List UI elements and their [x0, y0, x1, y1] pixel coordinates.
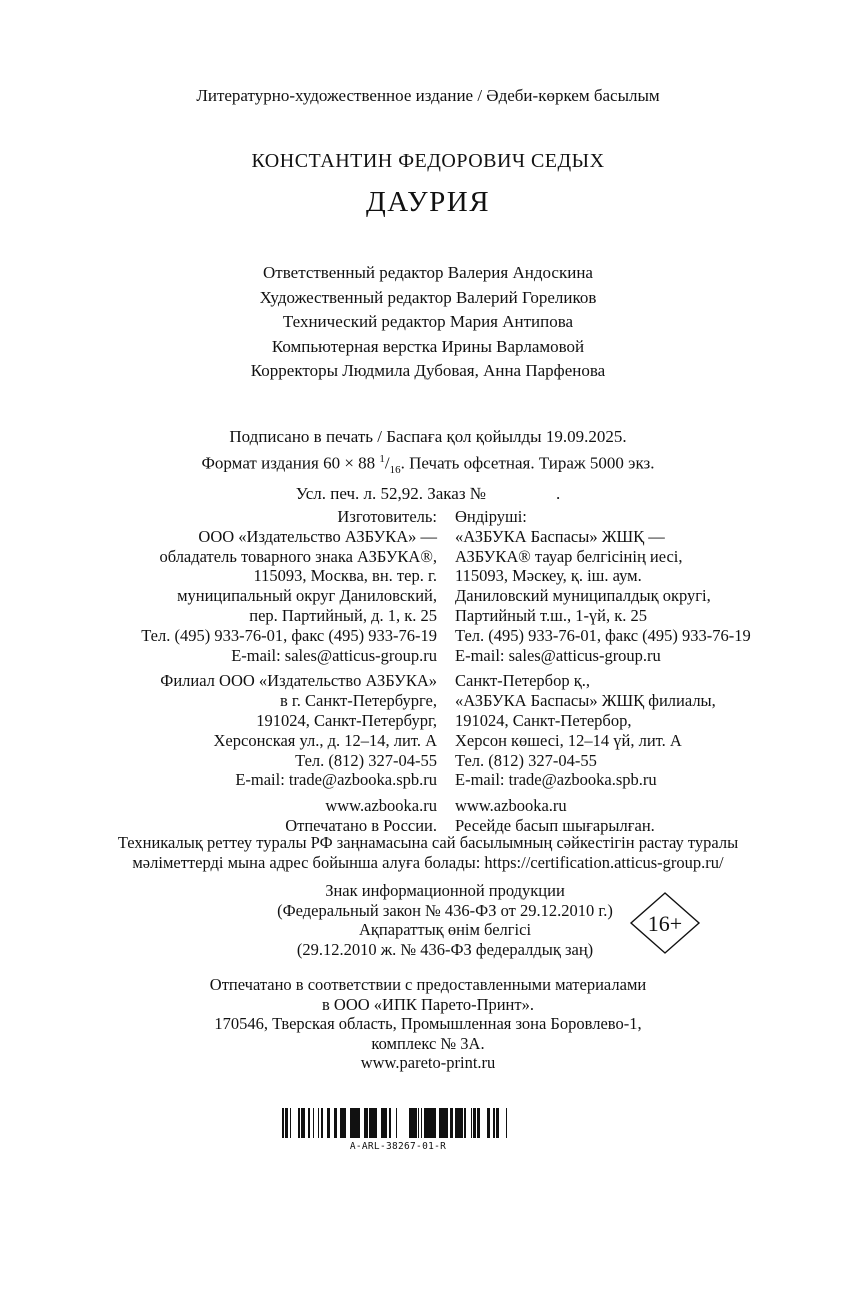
- publisher-column-kz: [455, 507, 751, 836]
- book-title: ДАУРИЯ: [365, 186, 491, 218]
- certification-note: Техникалық реттеу туралы РФ заңнамасына сай басылымның сәйкестігін растау туралы мәліметтерді мына адрес бойынша алуға болады: https://certification.atticus-group.ru/: [117, 833, 739, 872]
- print-info: [0, 425, 856, 505]
- editorial-credits: [0, 261, 856, 384]
- barcode-text: A-ARL-38267-01-R: [349, 1141, 447, 1152]
- age-rating-text: 16+: [647, 911, 683, 936]
- author-name: КОНСТАНТИН ФЕДОРОВИЧ СЕДЫХ: [251, 150, 605, 172]
- branch-ru: Филиал ООО «Издательство АЗБУКА» в г. Санкт-Петербурге, 191024, Санкт-Петербург, Херсонская ул., д. 12–14, лит. А Тел. (812) 327-04-55 E-mail: trade@azbooka.spb.ru: [160, 671, 437, 790]
- barcode-icon: [282, 1108, 514, 1138]
- publisher-column-ru: [141, 507, 437, 836]
- credit-line: Технический редактор Мария Антипова: [282, 312, 574, 331]
- manufacturer-kz: Өндіруші: «АЗБУКА Баспасы» ЖШҚ — АЗБУКА® тауар белгісінің иесі, 115093, Мәскеу, қ. іш. аум. Даниловский муниципалдық округі, Партийный т.ш., 1-үй, к. 25 Тел. (495) 933-76-01, факс (495) 933-76-19 E-mail: sales@atticus-group.ru: [455, 507, 751, 665]
- info-product-sign: Знак информационной продукции (Федеральный закон № 436-ФЗ от 29.12.2010 г.) Ақпараттық өнім белгісі (29.12.2010 ж. № 436-ФЗ федералдық заң): [277, 881, 613, 959]
- credit-line: Художественный редактор Валерий Гореликов: [259, 287, 597, 307]
- genre-line: Литературно-художественное издание / Әдеби-көркем басылым: [196, 86, 660, 105]
- age-rating-badge: [629, 891, 701, 955]
- credit-line: Ответственный редактор Валерия Андоскина: [263, 263, 593, 282]
- printer-info: Отпечатано в соответствии с предоставленными материалами в ООО «ИПК Парето-Принт». 170546, Тверская область, Промышленная зона Боровлево-1, комплекс № 3А. www.pareto-print.ru: [209, 975, 647, 1072]
- order-line: Усл. печ. л. 52,92. Заказ № .: [295, 484, 561, 504]
- manufacturer-ru: Изготовитель: ООО «Издательство АЗБУКА» — обладатель товарного знака АЗБУКА®, 115093, Москва, вн. тер. г. муниципальный округ Даниловский, пер. Партийный, д. 1, к. 25 Тел. (495) 933-76-01, факс (495) 933-76-19 E-mail: sales@atticus-group.ru: [141, 507, 437, 665]
- branch-kz: Санкт-Петербор қ., «АЗБУКА Баспасы» ЖШҚ филиалы, 191024, Санкт-Петербор, Херсон көшесі, 12–14 үй, лит. А Тел. (812) 327-04-55 E-mail: trade@azbooka.spb.ru: [455, 671, 716, 790]
- footer-kz: www.azbooka.ru Ресейде басып шығарылған.: [455, 796, 655, 835]
- credit-line: Корректоры Людмила Дубовая, Анна Парфенова: [250, 361, 606, 380]
- signed-date: Подписано в печать / Баспаға қол қойылды 19.09.2025.: [229, 427, 627, 446]
- credit-line: Компьютерная верстка Ирины Варламовой: [271, 336, 585, 356]
- format-line: Формат издания 60 × 88 $^1/_{16}$. Печать офсетная. Тираж 5000 экз.: [201, 453, 655, 477]
- footer-ru: www.azbooka.ru Отпечатано в России.: [285, 796, 437, 835]
